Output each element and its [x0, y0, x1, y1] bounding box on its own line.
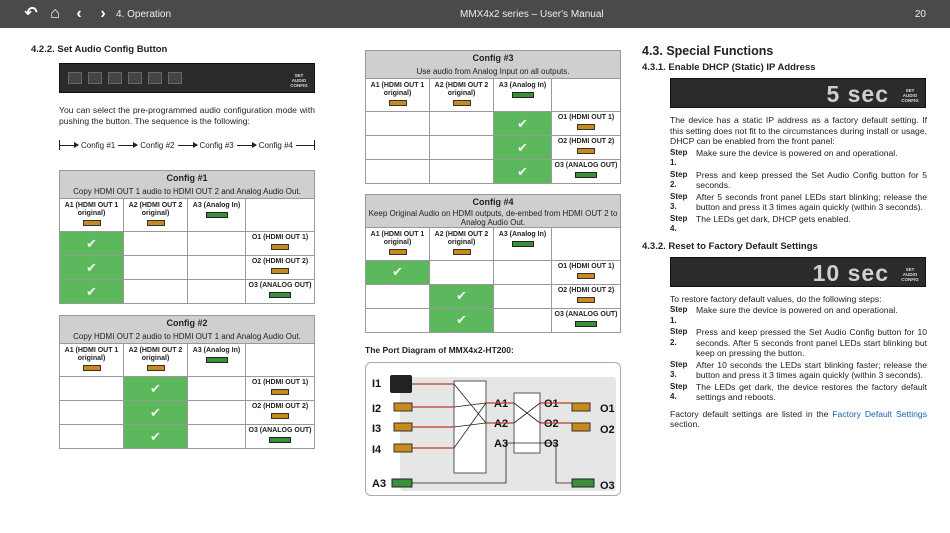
row-header-label: O3 (ANALOG OUT) — [554, 162, 618, 169]
empty-cell — [188, 425, 246, 449]
empty-cell — [366, 136, 430, 160]
column-header-label: A2 (HDMI OUT 2 original) — [128, 347, 183, 362]
hdmi-connector-icon — [577, 124, 595, 130]
table-row — [366, 284, 621, 308]
table-row — [366, 160, 621, 184]
row-header — [246, 377, 315, 401]
check-icon-cell: ✔ — [430, 284, 494, 308]
empty-cell — [188, 280, 246, 304]
seq-item: Config #1 — [81, 140, 116, 150]
step — [670, 148, 927, 169]
svg-text:I2: I2 — [372, 403, 382, 415]
hdmi-connector-icon — [271, 389, 289, 395]
manual-title: MMX4x2 series – User's Manual — [460, 9, 604, 20]
step-text: Press and keep pressed the Set Audio Config button for 5 seconds. — [696, 169, 927, 190]
step-text: The LEDs get dark, DHCP gets enabled. — [696, 213, 851, 224]
row-header-label: O1 (HDMI OUT 1) — [557, 114, 615, 121]
row-header-label: O1 (HDMI OUT 1) — [557, 262, 615, 270]
column-header-label: A1 (HDMI OUT 1 original) — [370, 82, 425, 97]
config-table — [365, 50, 621, 184]
check-icon-cell: ✔ — [60, 232, 124, 256]
step-number: Step 1. — [670, 305, 688, 325]
check-icon-cell: ✔ — [124, 377, 188, 401]
empty-cell — [188, 232, 246, 256]
left-column — [31, 44, 315, 166]
empty-cell — [430, 260, 494, 284]
empty-cell — [188, 377, 246, 401]
config-table — [365, 194, 621, 333]
empty-cell — [124, 256, 188, 280]
next-page-icon[interactable]: › — [100, 5, 106, 22]
column-header-label: A3 (Analog In) — [192, 202, 241, 209]
step-text: Press and keep pressed the Set Audio Config button for 10 seconds. After 5 seconds front panel LEDs start blinking but keep on pressing the button. — [696, 327, 927, 358]
svg-text:I3: I3 — [372, 423, 382, 435]
empty-cell — [188, 256, 246, 280]
svg-text:O3: O3 — [600, 480, 615, 492]
right-column — [642, 44, 927, 430]
device-button-label: SET AUDIO CONFIG — [290, 73, 308, 88]
column-header — [430, 227, 494, 260]
dhcp-intro: The device has a static IP address as a factory default setting. If this setting does not fit to the circumstances during install or usage, DHCP can be enabled from the front panel: — [670, 115, 927, 146]
table-row — [60, 232, 315, 256]
svg-text:O1: O1 — [600, 403, 615, 415]
terminal-connector-icon — [575, 321, 597, 327]
chapter-label: 4. Operation — [116, 9, 172, 20]
seq-item: Config #3 — [199, 140, 234, 150]
step-text: Make sure the device is powered on and operational. — [696, 147, 898, 158]
config-table — [59, 170, 315, 304]
column-header — [124, 199, 188, 232]
config-table-1 — [59, 170, 315, 304]
row-header-label: O2 (HDMI OUT 2) — [557, 286, 615, 294]
back-icon[interactable]: ↶ — [24, 5, 38, 22]
column-header — [494, 79, 552, 112]
empty-cell — [60, 425, 124, 449]
dhcp-device-image — [670, 78, 926, 108]
device-front-image — [59, 63, 315, 93]
empty-cell — [366, 112, 430, 136]
dhcp-steps — [670, 148, 927, 235]
svg-text:A1: A1 — [494, 398, 509, 410]
row-header — [246, 280, 315, 304]
config-sequence — [59, 138, 315, 152]
config-subtitle: Copy HDMI OUT 2 audio to HDMI OUT 1 and Analog Audio Out. — [60, 330, 315, 344]
top-bar — [0, 0, 950, 28]
empty-cell — [366, 160, 430, 184]
reset-intro: To restore factory default values, do the following steps: — [670, 293, 882, 304]
column-header-label: A1 (HDMI OUT 1 original) — [370, 230, 425, 246]
config-table-3 — [365, 50, 621, 184]
column-header-label: A3 (Analog In) — [498, 230, 547, 238]
row-header — [552, 160, 621, 184]
nav-buttons — [22, 5, 112, 23]
column-header — [494, 227, 552, 260]
terminal-connector-icon — [206, 357, 228, 363]
port-diagram — [365, 362, 621, 496]
column-header — [60, 344, 124, 377]
step — [670, 360, 927, 381]
empty-cell — [124, 280, 188, 304]
terminal-connector-icon — [206, 212, 228, 218]
row-header-label: O2 (HDMI OUT 2) — [557, 138, 615, 145]
step-number: Step 3. — [670, 191, 688, 211]
empty-cell — [188, 401, 246, 425]
table-row — [60, 377, 315, 401]
step — [670, 305, 927, 326]
special-functions-heading: 4.3. Special Functions — [642, 44, 774, 58]
table-row — [60, 280, 315, 304]
hdmi-connector-icon — [271, 244, 289, 250]
column-header-label: A3 (Analog In) — [192, 347, 241, 354]
step-text: Make sure the device is powered on and operational. — [696, 305, 898, 315]
empty-cell — [494, 260, 552, 284]
column-header — [188, 199, 246, 232]
step — [670, 192, 927, 213]
empty-cell — [60, 401, 124, 425]
row-header-label: O3 (ANALOG OUT) — [248, 427, 312, 434]
row-header — [246, 232, 315, 256]
step-number: Step 3. — [670, 359, 688, 379]
home-icon[interactable]: ⌂ — [50, 5, 60, 22]
hdmi-connector-icon — [271, 268, 289, 274]
row-header — [552, 284, 621, 308]
step-number: Step 4. — [670, 213, 688, 233]
step-text: After 10 seconds the LEDs start blinking faster; release the button and press it 3 times again quickly (within 3 seconds). — [696, 359, 927, 380]
page-number: 20 — [914, 9, 926, 20]
column-header — [124, 344, 188, 377]
table-row — [60, 425, 315, 449]
row-header — [552, 136, 621, 160]
step — [670, 327, 927, 359]
empty-cell — [494, 284, 552, 308]
hdmi-connector-icon — [389, 249, 407, 255]
dhcp-heading: 4.3.1. Enable DHCP (Static) IP Address — [642, 62, 816, 73]
config-subtitle: Use audio from Analog Input on all outputs. — [366, 65, 621, 79]
step-number: Step 4. — [670, 381, 688, 401]
svg-text:I1: I1 — [372, 378, 382, 390]
reset-device-image — [670, 257, 926, 287]
empty-cell — [60, 377, 124, 401]
config-title: Config #2 — [60, 316, 315, 330]
svg-text:O3: O3 — [544, 438, 559, 450]
section-heading: 4.2.2. Set Audio Config Button — [31, 44, 168, 55]
column-header — [366, 79, 430, 112]
column-header — [366, 227, 430, 260]
hdmi-connector-icon — [577, 148, 595, 154]
table-row — [60, 401, 315, 425]
check-icon-cell: ✔ — [494, 160, 552, 184]
empty-cell — [430, 136, 494, 160]
row-header — [552, 260, 621, 284]
svg-text:A3: A3 — [372, 478, 387, 490]
row-header-label: O2 (HDMI OUT 2) — [251, 258, 309, 265]
row-header-label: O1 (HDMI OUT 1) — [251, 379, 309, 386]
column-header-label: A2 (HDMI OUT 2 original) — [128, 202, 183, 217]
column-header-label: A1 (HDMI OUT 1 original) — [64, 202, 119, 217]
config-table-4 — [365, 194, 621, 333]
column-header — [60, 199, 124, 232]
device-button-label: SET AUDIO CONFIG — [901, 266, 919, 282]
hdmi-connector-icon — [577, 273, 595, 279]
outro-post: section. — [670, 419, 700, 429]
step — [670, 214, 927, 235]
config-table — [59, 315, 315, 449]
check-icon-cell: ✔ — [366, 260, 430, 284]
step-number: Step 1. — [670, 147, 688, 167]
diagram-caption: The Port Diagram of MMX4x2-HT200: — [365, 345, 514, 355]
config-title: Config #1 — [60, 171, 315, 185]
prev-page-icon[interactable]: ‹ — [76, 5, 82, 22]
terminal-connector-icon — [575, 172, 597, 178]
row-header-label: O2 (HDMI OUT 2) — [251, 403, 309, 410]
outro-pre: Factory default settings are listed in the — [670, 408, 833, 419]
empty-cell — [124, 232, 188, 256]
device-button-label: SET AUDIO CONFIG — [901, 88, 919, 103]
svg-text:I4: I4 — [372, 444, 382, 456]
step-number: Step 2. — [670, 169, 688, 189]
check-icon-cell: ✔ — [494, 136, 552, 160]
hdmi-connector-icon — [83, 365, 101, 371]
terminal-connector-icon — [269, 437, 291, 443]
step — [670, 170, 927, 191]
hdmi-connector-icon — [453, 100, 471, 106]
config-title: Config #3 — [366, 51, 621, 65]
step-number: Step 2. — [670, 327, 688, 347]
row-header — [552, 112, 621, 136]
empty-cell — [366, 308, 430, 332]
seq-item: Config #4 — [258, 140, 293, 150]
step — [670, 382, 927, 403]
check-icon-cell: ✔ — [494, 112, 552, 136]
config-subtitle: Copy HDMI OUT 1 audio to HDMI OUT 2 and Analog Audio Out. — [60, 185, 315, 199]
svg-text:O2: O2 — [600, 424, 615, 436]
row-header — [246, 256, 315, 280]
reset-heading: 4.3.2. Reset to Factory Default Settings — [642, 240, 818, 252]
table-row — [366, 112, 621, 136]
factory-defaults-link[interactable]: Factory Default Settings — [832, 408, 927, 419]
column-header-label: A2 (HDMI OUT 2 original) — [434, 230, 489, 246]
table-row — [366, 260, 621, 284]
step-text: The LEDs get dark, the device restores the factory default settings and reboots. — [696, 381, 927, 402]
hdmi-connector-icon — [453, 249, 471, 255]
empty-cell — [430, 160, 494, 184]
check-icon-cell: ✔ — [124, 401, 188, 425]
row-header-label: O1 (HDMI OUT 1) — [251, 234, 309, 241]
row-header — [246, 401, 315, 425]
column-header-label: A3 (Analog In) — [498, 82, 547, 89]
column-header-label: A2 (HDMI OUT 2 original) — [434, 82, 489, 97]
table-row — [366, 308, 621, 332]
check-icon-cell: ✔ — [60, 256, 124, 280]
check-icon-cell: ✔ — [60, 280, 124, 304]
row-header — [246, 425, 315, 449]
hdmi-connector-icon — [271, 413, 289, 419]
intro-text: You can select the pre-programmed audio configuration mode with pushing the button. The sequence is the following: — [59, 105, 315, 126]
hdmi-connector-icon — [147, 220, 165, 226]
seq-item: Config #2 — [140, 140, 175, 150]
column-header — [430, 79, 494, 112]
config-subtitle: Keep Original Audio on HDMI outputs, de-embed from HDMI OUT 2 to Analog Audio Out. — [366, 209, 621, 228]
row-header-label: O3 (ANALOG OUT) — [554, 310, 618, 318]
row-header-label: O3 (ANALOG OUT) — [248, 282, 312, 289]
port-diagram-svg — [366, 363, 622, 497]
hdmi-connector-icon — [577, 297, 595, 303]
empty-cell — [494, 308, 552, 332]
config-table-2 — [59, 315, 315, 449]
row-header — [552, 308, 621, 332]
step-text: After 5 seconds front panel LEDs start blinking; release the button and press it 3 times again quickly (within 3 seconds). — [696, 191, 927, 212]
check-icon-cell: ✔ — [430, 308, 494, 332]
column-header — [188, 344, 246, 377]
table-row — [366, 136, 621, 160]
hdmi-connector-icon — [389, 100, 407, 106]
svg-text:O1: O1 — [544, 398, 559, 410]
terminal-connector-icon — [269, 292, 291, 298]
dhcp-duration: 5 sec — [826, 81, 889, 107]
svg-text:A2: A2 — [494, 418, 509, 430]
terminal-connector-icon — [512, 241, 534, 247]
svg-text:O2: O2 — [544, 418, 559, 430]
svg-text:A3: A3 — [494, 438, 509, 450]
config-title: Config #4 — [366, 195, 621, 209]
empty-cell — [430, 112, 494, 136]
column-header-label: A1 (HDMI OUT 1 original) — [64, 347, 119, 362]
check-icon-cell: ✔ — [124, 425, 188, 449]
empty-cell — [366, 284, 430, 308]
reset-duration: 10 sec — [812, 259, 889, 286]
terminal-connector-icon — [512, 92, 534, 98]
hdmi-connector-icon — [147, 365, 165, 371]
table-row — [60, 256, 315, 280]
hdmi-connector-icon — [83, 220, 101, 226]
outro-text — [670, 409, 927, 430]
reset-steps — [670, 305, 927, 403]
